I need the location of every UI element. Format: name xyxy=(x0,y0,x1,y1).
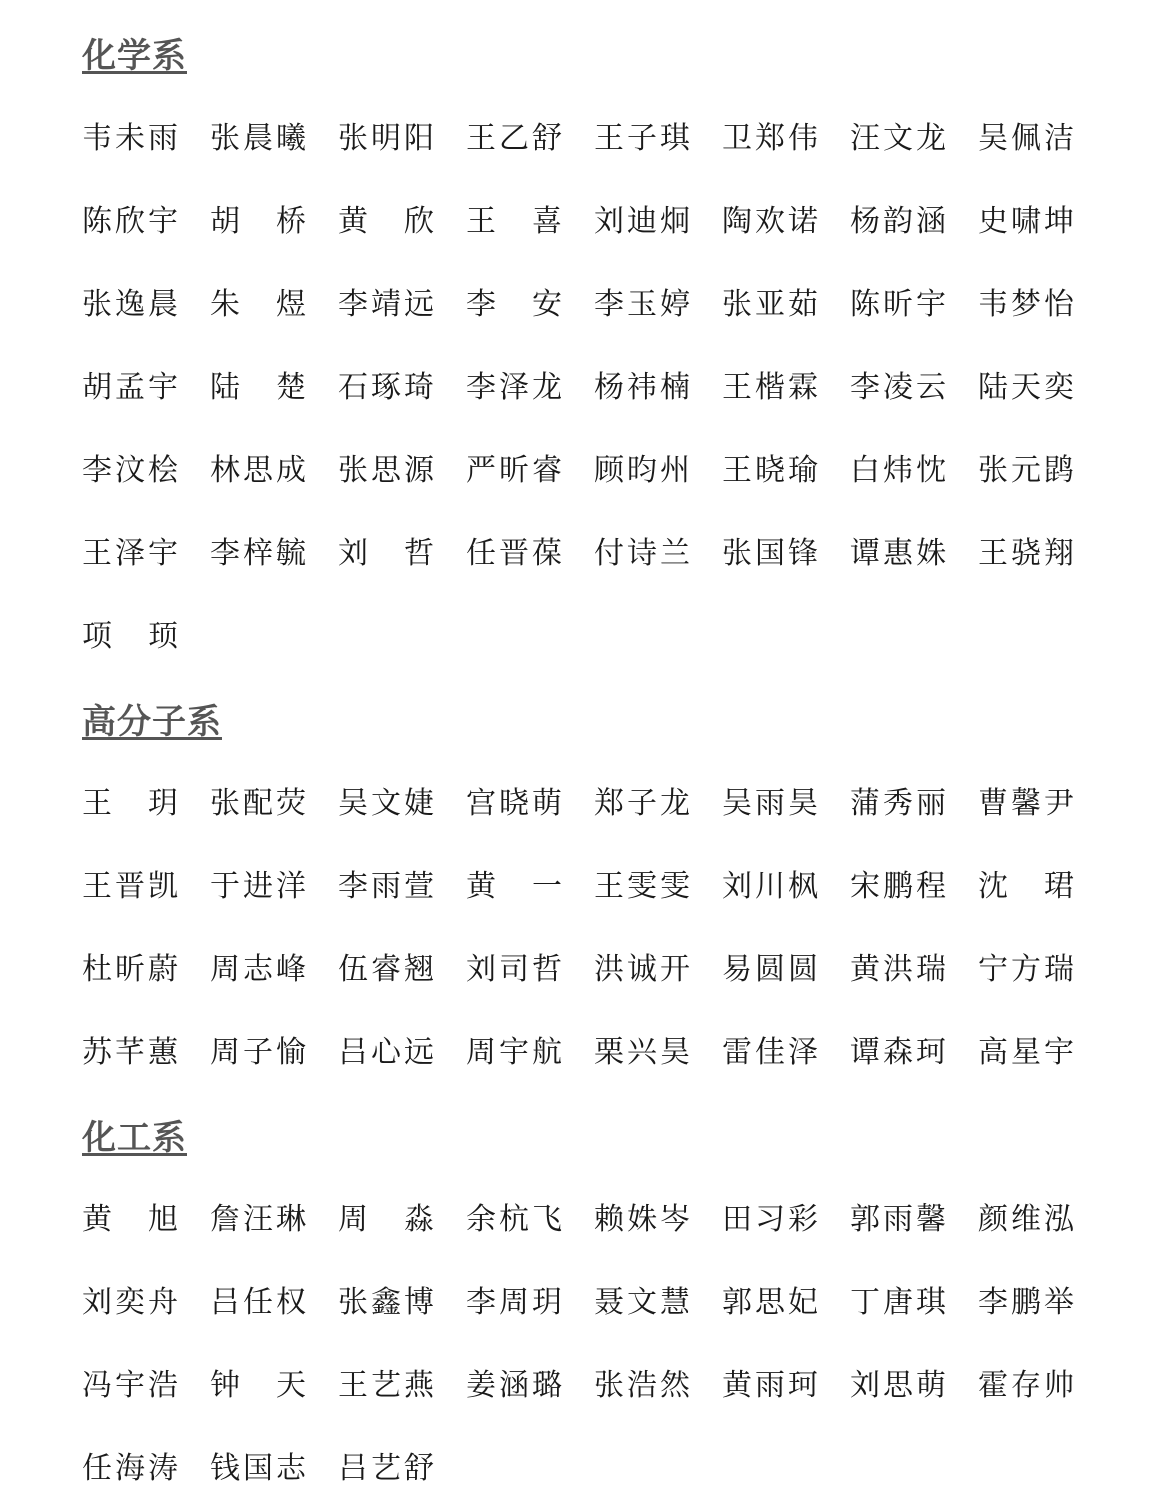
student-name: 刘 哲 xyxy=(338,536,434,571)
student-name: 李 靖 远 xyxy=(338,287,434,322)
student-name: 王 泽 宇 xyxy=(82,536,178,571)
name-list-polymer xyxy=(82,762,1082,1094)
student-name: 王 晓 瑜 xyxy=(722,453,818,488)
student-name: 王 乙 舒 xyxy=(466,121,562,156)
student-name: 黄 洪 瑞 xyxy=(850,952,946,987)
student-name: 张 国 锋 xyxy=(722,536,818,571)
student-name: 陶 欢 诺 xyxy=(722,204,818,239)
student-name: 颜 维 泓 xyxy=(978,1202,1074,1237)
student-name: 杜 昕 蔚 xyxy=(82,952,178,987)
section-title-chemistry: 化学系 xyxy=(82,36,187,76)
student-name: 胡 桥 xyxy=(210,204,306,239)
student-name: 付 诗 兰 xyxy=(594,536,690,571)
student-name: 易 圆 圆 xyxy=(722,952,818,987)
student-name: 李 凌 云 xyxy=(850,370,946,405)
student-name: 杨 韵 涵 xyxy=(850,204,946,239)
student-name: 韦 未 雨 xyxy=(82,121,178,156)
student-name: 周 志 峰 xyxy=(210,952,306,987)
student-name: 张 逸 晨 xyxy=(82,287,178,322)
student-name: 杨 祎 楠 xyxy=(594,370,690,405)
student-name: 史 啸 坤 xyxy=(978,204,1074,239)
student-name: 张 明 阳 xyxy=(338,121,434,156)
student-name: 吕 心 远 xyxy=(338,1035,434,1070)
student-name: 韦 梦 怡 xyxy=(978,287,1074,322)
student-name: 余 杭 飞 xyxy=(466,1202,562,1237)
student-name: 伍 睿 翘 xyxy=(338,952,434,987)
student-name: 汪 文 龙 xyxy=(850,121,946,156)
student-name: 黄 雨 珂 xyxy=(722,1368,818,1403)
student-name: 蒲 秀 丽 xyxy=(850,786,946,821)
student-name: 李 泽 龙 xyxy=(466,370,562,405)
student-name: 刘 奕 舟 xyxy=(82,1285,178,1320)
student-name: 李 汶 桧 xyxy=(82,453,178,488)
student-name: 张 鑫 博 xyxy=(338,1285,434,1320)
student-name: 王 晋 凯 xyxy=(82,869,178,904)
student-name: 刘 司 哲 xyxy=(466,952,562,987)
student-name: 陈 昕 宇 xyxy=(850,287,946,322)
student-name: 郑 子 龙 xyxy=(594,786,690,821)
student-name: 卫 郑 伟 xyxy=(722,121,818,156)
student-name: 赖 姝 岑 xyxy=(594,1202,690,1237)
student-name: 张 元 鹍 xyxy=(978,453,1074,488)
student-name: 王 喜 xyxy=(466,204,562,239)
student-name: 陆 楚 xyxy=(210,370,306,405)
student-name: 李 周 玥 xyxy=(466,1285,562,1320)
student-name: 詹 汪 琳 xyxy=(210,1202,306,1237)
student-name: 张 浩 然 xyxy=(594,1368,690,1403)
student-name: 胡 孟 宇 xyxy=(82,370,178,405)
student-name: 洪 诚 开 xyxy=(594,952,690,987)
student-name: 项 顼 xyxy=(82,619,178,654)
student-name: 李 梓 毓 xyxy=(210,536,306,571)
student-name: 于 进 洋 xyxy=(210,869,306,904)
student-name: 李 鹏 举 xyxy=(978,1285,1074,1320)
student-name: 吕 艺 舒 xyxy=(338,1451,434,1486)
student-name: 刘 迪 炯 xyxy=(594,204,690,239)
student-name: 陆 天 奕 xyxy=(978,370,1074,405)
student-name: 雷 佳 泽 xyxy=(722,1035,818,1070)
student-name: 宁 方 瑞 xyxy=(978,952,1074,987)
section-title-chemical-engineering: 化工系 xyxy=(82,1118,187,1158)
student-name: 沈 珺 xyxy=(978,869,1074,904)
student-name: 钱 国 志 xyxy=(210,1451,306,1486)
student-name: 栗 兴 昊 xyxy=(594,1035,690,1070)
student-name: 聂 文 慧 xyxy=(594,1285,690,1320)
student-name: 谭 森 珂 xyxy=(850,1035,946,1070)
student-name: 任 海 涛 xyxy=(82,1451,178,1486)
student-name: 黄 一 xyxy=(466,869,562,904)
student-name: 王 艺 燕 xyxy=(338,1368,434,1403)
student-name: 黄 旭 xyxy=(82,1202,178,1237)
student-name: 王 楷 霖 xyxy=(722,370,818,405)
student-name: 郭 思 妃 xyxy=(722,1285,818,1320)
student-name: 王 骁 翔 xyxy=(978,536,1074,571)
student-name: 李 安 xyxy=(466,287,562,322)
student-name: 王 玥 xyxy=(82,786,178,821)
student-name: 苏 芊 蕙 xyxy=(82,1035,178,1070)
student-name: 霍 存 帅 xyxy=(978,1368,1074,1403)
student-name: 曹 馨 尹 xyxy=(978,786,1074,821)
student-name: 张 晨 曦 xyxy=(210,121,306,156)
student-name: 任 晋 葆 xyxy=(466,536,562,571)
student-name: 钟 天 xyxy=(210,1368,306,1403)
student-name: 谭 惠 姝 xyxy=(850,536,946,571)
student-name: 吴 文 婕 xyxy=(338,786,434,821)
student-name: 张 亚 茹 xyxy=(722,287,818,322)
student-name: 李 雨 萱 xyxy=(338,869,434,904)
student-name: 周 子 愉 xyxy=(210,1035,306,1070)
student-name: 石 琢 琦 xyxy=(338,370,434,405)
student-name: 张 思 源 xyxy=(338,453,434,488)
student-name: 姜 涵 璐 xyxy=(466,1368,562,1403)
student-name: 吕 任 权 xyxy=(210,1285,306,1320)
student-name: 郭 雨 馨 xyxy=(850,1202,946,1237)
name-list-chemical-engineering xyxy=(82,1178,1082,1510)
student-name: 周 淼 xyxy=(338,1202,434,1237)
student-name: 朱 煜 xyxy=(210,287,306,322)
student-name: 周 宇 航 xyxy=(466,1035,562,1070)
student-name: 严 昕 睿 xyxy=(466,453,562,488)
student-name: 吴 佩 洁 xyxy=(978,121,1074,156)
student-name: 宋 鹏 程 xyxy=(850,869,946,904)
student-name: 丁 唐 琪 xyxy=(850,1285,946,1320)
student-name: 林 思 成 xyxy=(210,453,306,488)
student-name: 宫 晓 萌 xyxy=(466,786,562,821)
student-name: 王 雯 雯 xyxy=(594,869,690,904)
student-name: 李 玉 婷 xyxy=(594,287,690,322)
section-title-polymer: 高分子系 xyxy=(82,702,222,742)
student-name: 高 星 宇 xyxy=(978,1035,1074,1070)
student-name: 刘 思 萌 xyxy=(850,1368,946,1403)
student-name: 吴 雨 昊 xyxy=(722,786,818,821)
student-name: 黄 欣 xyxy=(338,204,434,239)
student-name: 刘 川 枫 xyxy=(722,869,818,904)
student-name: 张 配 荧 xyxy=(210,786,306,821)
student-name: 陈 欣 宇 xyxy=(82,204,178,239)
student-name: 白 炜 忱 xyxy=(850,453,946,488)
student-name: 顾 昀 州 xyxy=(594,453,690,488)
student-name: 田 习 彩 xyxy=(722,1202,818,1237)
student-name: 王 子 琪 xyxy=(594,121,690,156)
student-name: 冯 宇 浩 xyxy=(82,1368,178,1403)
name-list-chemistry xyxy=(82,97,1082,678)
